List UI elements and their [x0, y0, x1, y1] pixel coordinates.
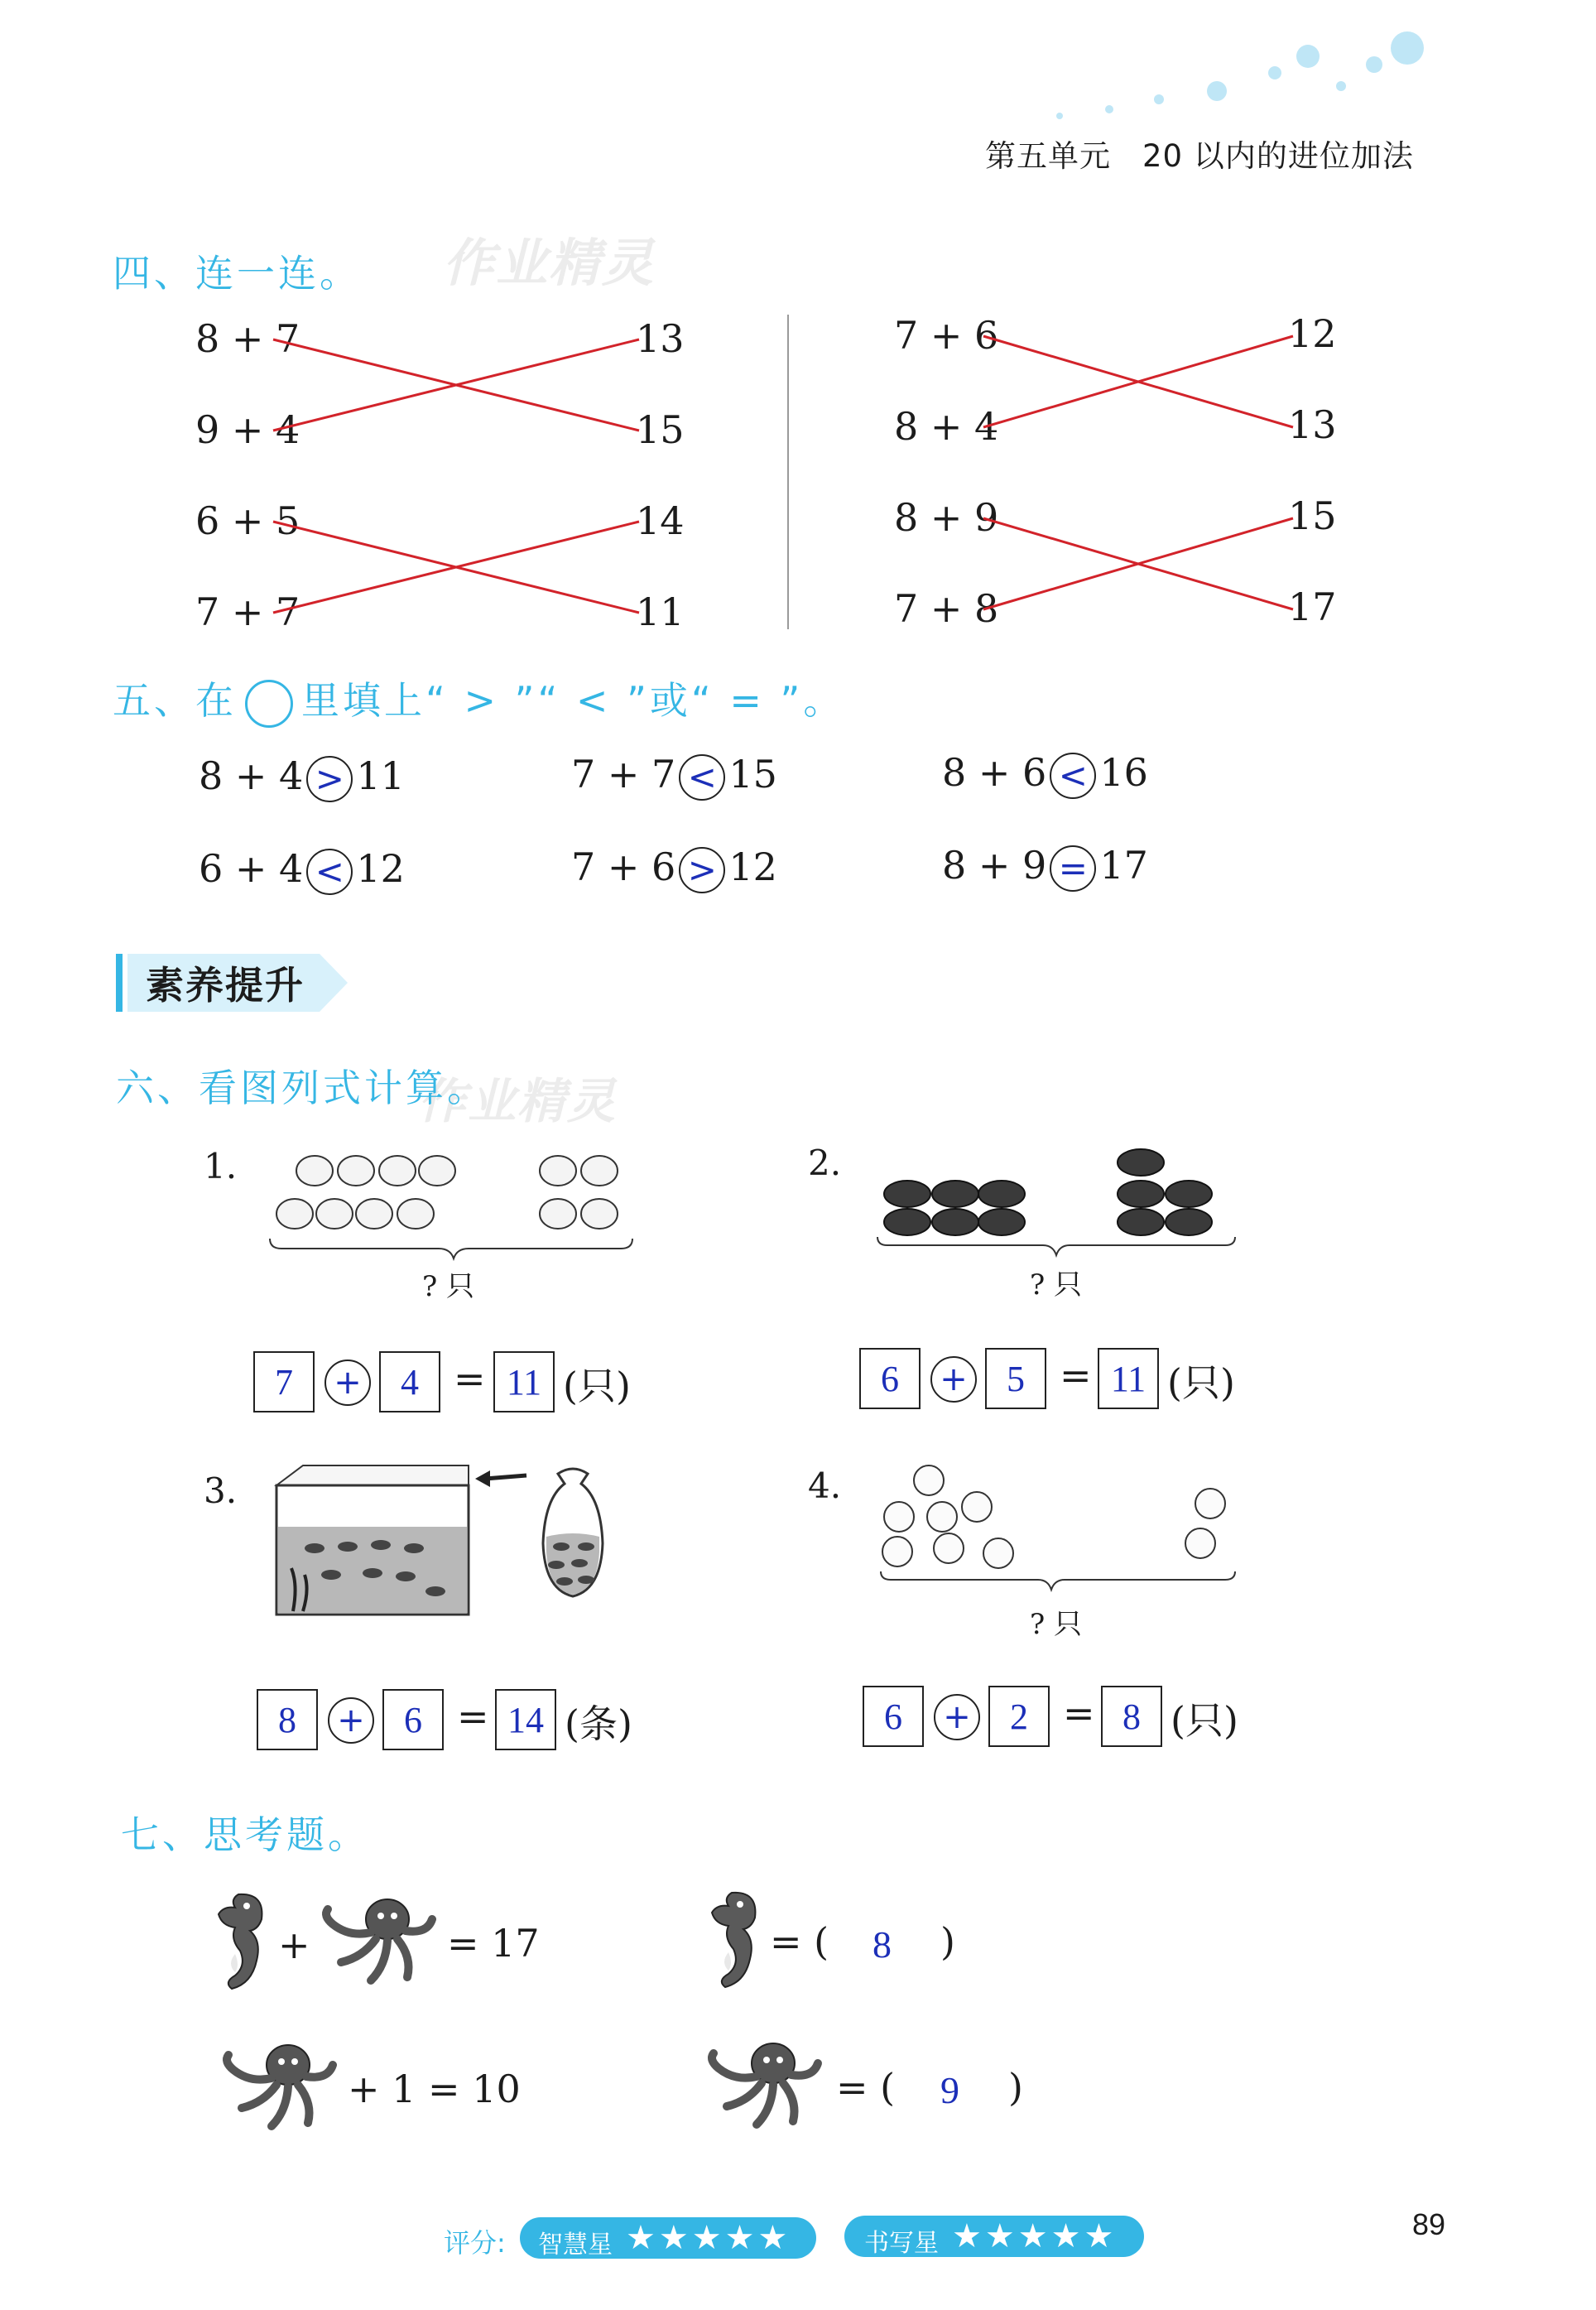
- unit-label: (只): [1171, 1698, 1238, 1743]
- match-left-expr: 7 + 7: [195, 590, 300, 634]
- score-label: 评分:: [444, 2227, 506, 2259]
- answer-box[interactable]: 6: [382, 1689, 444, 1750]
- answer-value[interactable]: 8: [873, 1923, 892, 1966]
- watermark-middle: 作业精灵: [418, 1073, 618, 1129]
- octopus-icon: [702, 2035, 826, 2134]
- match-left-result: 13: [636, 316, 685, 361]
- compare-item: [571, 845, 777, 893]
- answer-box[interactable]: 11: [1098, 1348, 1159, 1409]
- compare-answer-circle[interactable]: <: [306, 849, 353, 895]
- compare-left: 8 + 6: [942, 750, 1047, 795]
- picture-caption: ? 只: [1030, 1608, 1083, 1641]
- answer-box[interactable]: 14: [495, 1689, 556, 1750]
- match-left-result: 15: [636, 407, 685, 452]
- fish-tank-picture: [273, 1461, 687, 1626]
- operator-circle[interactable]: +: [324, 1360, 371, 1406]
- answer-box[interactable]: 4: [379, 1351, 440, 1412]
- match-left-result: 11: [636, 590, 685, 634]
- section-5-title: [113, 671, 844, 728]
- seahorse-icon: [207, 1889, 281, 1997]
- equals-sign: =: [457, 1694, 489, 1739]
- answer-box[interactable]: 8: [1101, 1686, 1162, 1747]
- equation-result: = 17: [447, 1921, 540, 1966]
- badge-label: 素养提升: [146, 963, 305, 1008]
- matching-link-lines: [0, 0, 1596, 745]
- problem-number: 1.: [204, 1146, 238, 1186]
- octopus-icon: [217, 2037, 341, 2136]
- compare-right: 16: [1099, 750, 1148, 795]
- unit-label: (只): [563, 1364, 631, 1408]
- picture-caption: ? 只: [1030, 1268, 1083, 1302]
- page-number: 89: [1412, 2207, 1446, 2241]
- match-right-result: 15: [1288, 493, 1337, 538]
- writing-star-rating[interactable]: ★★★★★: [952, 2217, 1118, 2255]
- equals-sign: =: [1060, 1353, 1092, 1398]
- section-5-title-post: 里填上“ > ”“ < ”或“ = ”。: [301, 678, 845, 723]
- compare-answer-circle[interactable]: >: [679, 847, 725, 893]
- picture-caption: ? 只: [422, 1270, 475, 1303]
- answer-open: = (: [836, 2065, 896, 2110]
- compare-right: 12: [356, 846, 405, 891]
- unit-label: (只): [1167, 1360, 1235, 1405]
- match-left-expr: 8 + 7: [195, 316, 300, 361]
- compare-answer-circle[interactable]: =: [1050, 845, 1096, 892]
- compare-item: [942, 843, 1148, 892]
- compare-item: [199, 846, 405, 895]
- section-4-title: 四、连一连。: [113, 251, 361, 296]
- compare-right: 15: [728, 752, 777, 796]
- answer-box[interactable]: 5: [985, 1348, 1046, 1409]
- equals-sign: =: [1063, 1691, 1095, 1735]
- octopus-icon: [316, 1891, 440, 1990]
- compare-left: 6 + 4: [199, 846, 304, 891]
- equals-sign: =: [454, 1356, 486, 1401]
- compare-left: 7 + 7: [571, 752, 676, 796]
- match-right-expr: 7 + 8: [894, 586, 999, 631]
- match-right-result: 12: [1288, 311, 1337, 356]
- answer-box[interactable]: 8: [257, 1689, 318, 1750]
- match-right-expr: 8 + 9: [894, 495, 999, 540]
- unit-label: (条): [565, 1701, 632, 1746]
- seahorse-icon: [700, 1888, 775, 1995]
- answer-box[interactable]: 7: [253, 1351, 315, 1412]
- compare-item: [942, 750, 1148, 799]
- compare-answer-circle[interactable]: >: [306, 756, 353, 802]
- compare-item: [199, 753, 405, 802]
- match-left-expr: 9 + 4: [195, 407, 300, 452]
- operator-circle[interactable]: +: [930, 1356, 977, 1403]
- answer-box[interactable]: 6: [859, 1348, 921, 1409]
- compare-left: 8 + 4: [199, 753, 304, 798]
- answer-value[interactable]: 9: [940, 2069, 959, 2111]
- unit-header: 第五单元 20 以内的进位加法: [985, 138, 1414, 174]
- operator-circle[interactable]: +: [328, 1697, 374, 1744]
- wisdom-star-rating[interactable]: ★★★★★: [626, 2219, 791, 2257]
- match-right-expr: 8 + 4: [894, 404, 999, 449]
- compare-right: 17: [1099, 843, 1148, 888]
- match-right-expr: 7 + 6: [894, 313, 999, 358]
- problem-number: 4.: [808, 1465, 842, 1506]
- problem-number: 3.: [204, 1470, 238, 1511]
- answer-box[interactable]: 2: [988, 1686, 1050, 1747]
- operator-circle[interactable]: +: [934, 1694, 980, 1740]
- answer-box[interactable]: 6: [863, 1686, 924, 1747]
- problem-number: 2.: [808, 1143, 842, 1183]
- section-7-title: 七、思考题。: [121, 1812, 369, 1857]
- compare-item: [571, 752, 777, 801]
- compare-answer-circle[interactable]: <: [679, 754, 725, 801]
- equation-tail: + 1 = 10: [348, 2067, 521, 2111]
- turtle-picture: [869, 1134, 1250, 1258]
- answer-box[interactable]: 11: [493, 1351, 555, 1412]
- wisdom-star-label: 智慧星: [538, 2231, 613, 2259]
- writing-star-label: 书写星: [864, 2229, 939, 2258]
- empty-circle-icon: [245, 680, 293, 728]
- compare-left: 8 + 9: [942, 843, 1047, 888]
- answer-close: ): [940, 1919, 955, 1964]
- compare-answer-circle[interactable]: <: [1050, 753, 1096, 799]
- chick-picture: [869, 1457, 1250, 1598]
- plus-sign: +: [278, 1923, 310, 1967]
- match-right-result: 13: [1288, 402, 1337, 447]
- section-6-title: 六、看图列式计算。: [116, 1066, 488, 1110]
- compare-left: 7 + 6: [571, 845, 676, 889]
- watermark-top: 作业精灵: [443, 233, 656, 293]
- answer-close: ): [1008, 2065, 1023, 2110]
- match-left-expr: 6 + 5: [195, 498, 300, 543]
- compare-right: 11: [356, 753, 405, 798]
- section-5-title-pre: 五、在: [113, 678, 237, 723]
- answer-open: = (: [770, 1919, 829, 1964]
- match-left-result: 14: [636, 498, 685, 543]
- compare-right: 12: [728, 845, 777, 889]
- match-right-result: 17: [1288, 585, 1337, 629]
